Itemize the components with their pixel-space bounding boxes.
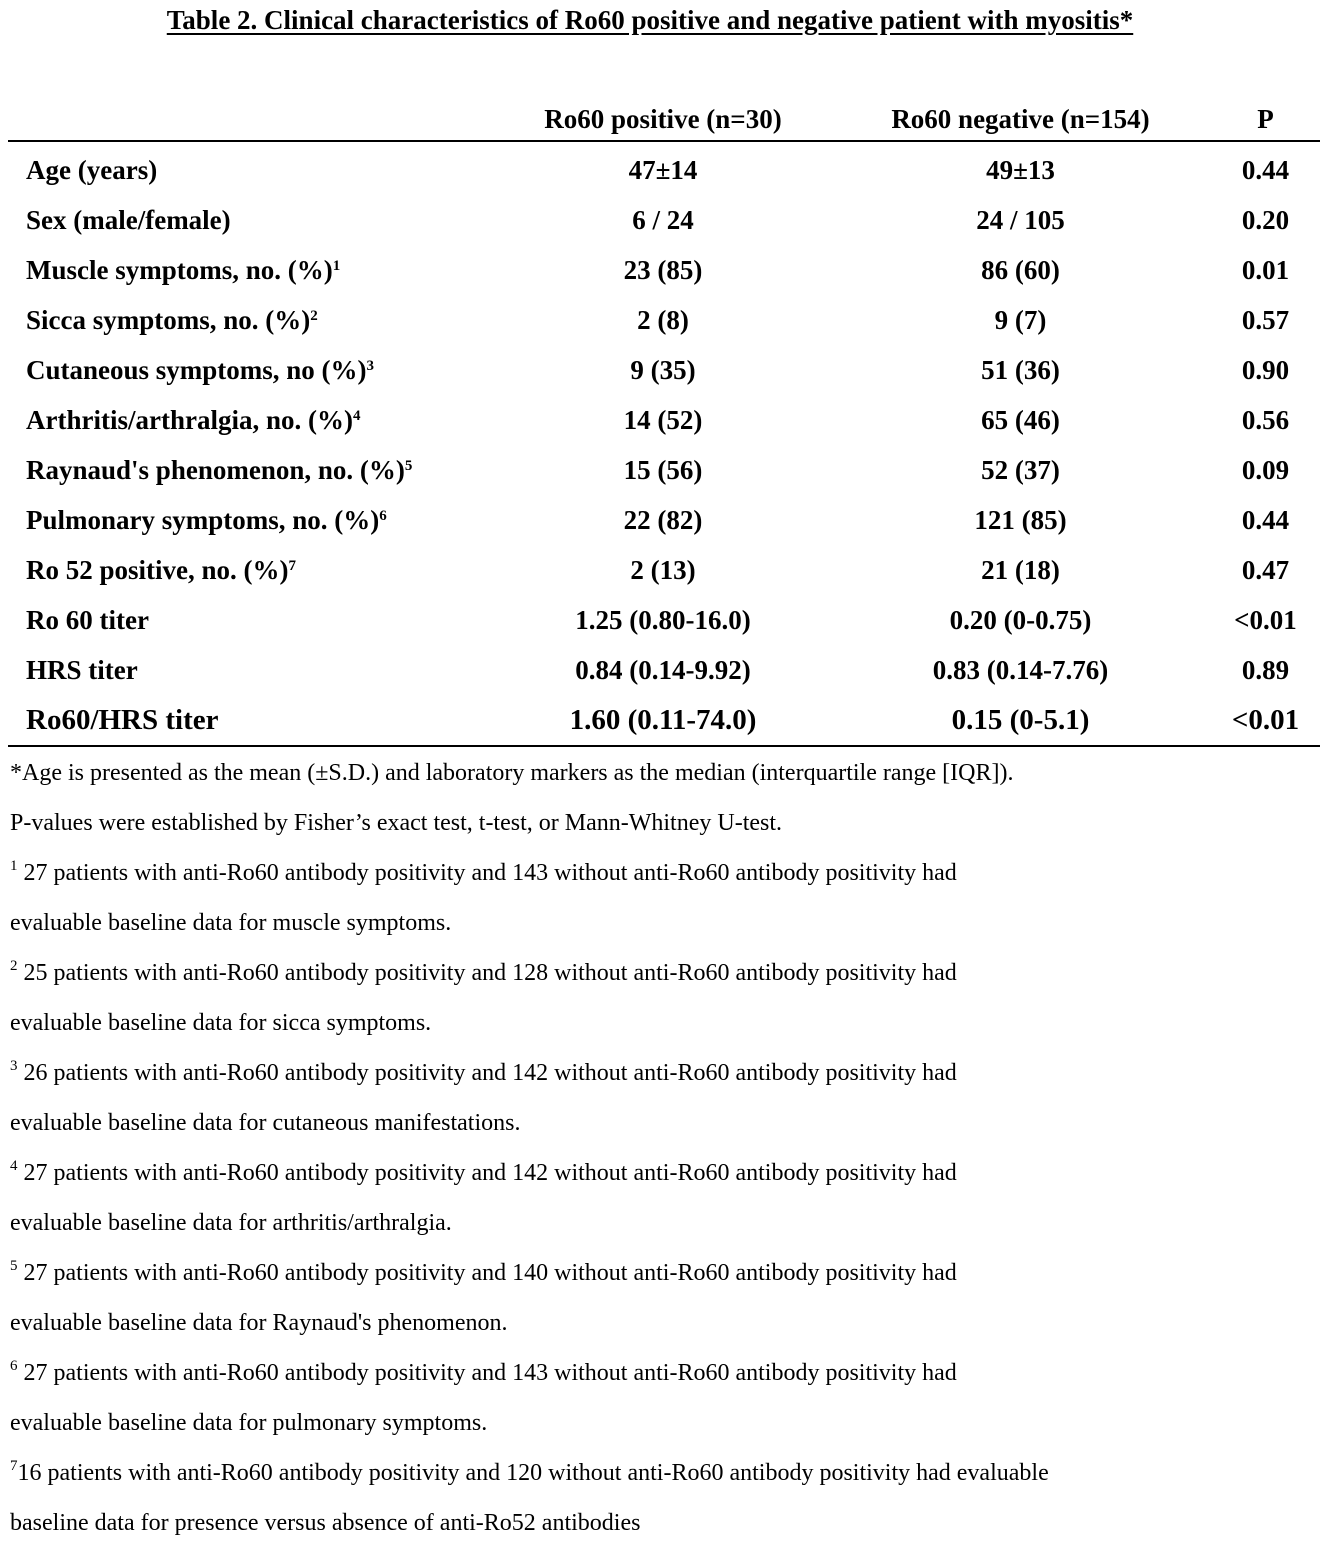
footnote-mark: 1 [332,258,341,274]
cell-positive: 2 (8) [637,305,689,335]
cell-positive: 47±14 [628,155,698,185]
table-row [8,595,1320,645]
table-title-text: Table 2. Clinical characteristics of Ro60 positive and negative patient with myositis* [166,5,1134,35]
footnote-1: $^1$ 27 patients with anti-Ro60 antibody positivity and 143 without anti-Ro60 antibody positivity had [10,858,957,886]
footnote-3: $^3$ 26 patients with anti-Ro60 antibody positivity and 142 without anti-Ro60 antibody positivity had [10,1058,957,1086]
footnote-6: $^6$ 27 patients with anti-Ro60 antibody positivity and 143 without anti-Ro60 antibody positivity had [10,1358,957,1386]
footnote-mark: 2 [310,308,318,324]
cell-negative: 65 (46) [981,405,1060,435]
cell-negative: 21 (18) [981,555,1060,585]
cell-p: 0.90 [1241,355,1290,385]
cell-negative: 0.15 (0-5.1) [951,704,1090,736]
table-row [8,295,1320,345]
cell-positive: 0.84 (0.14-9.92) [575,655,751,685]
cell-negative: 86 (60) [981,255,1060,285]
table-row [8,245,1320,295]
cell-negative: 24 / 105 [976,205,1065,235]
row-label: Sicca symptoms, no. (%)$^2$ [26,305,318,335]
cell-positive: 22 (82) [623,505,703,535]
row-label: Sex (male/female) [26,205,231,235]
cell-positive: 14 (52) [623,405,703,435]
cell-negative: 121 (85) [974,505,1067,535]
cell-p: 0.47 [1241,555,1290,585]
header-p-value: P [1257,104,1274,134]
cell-negative: 9 (7) [994,305,1047,335]
row-label: Ro60/HRS titer [26,704,219,736]
table-row [8,345,1320,395]
cell-positive: 1.25 (0.80-16.0) [575,605,751,635]
footnote-6-cont: evaluable baseline data for pulmonary symptoms. [10,1410,488,1436]
footnote-mark: 4 [352,408,361,424]
table-row [8,645,1320,695]
cell-p: <0.01 [1231,704,1300,736]
footnote-mark: 5 [404,458,413,474]
cell-p: 0.09 [1241,455,1290,485]
table-bottom-rule [8,745,1320,747]
table-header [8,94,1320,144]
row-label: Ro 52 positive, no. (%)$^7$ [26,555,296,585]
star-note-line-1: *Age is presented as the mean (±S.D.) and laboratory markers as the median (interquartile range [IQR]). [10,760,1014,786]
footnote-2: $^2$ 25 patients with anti-Ro60 antibody positivity and 128 without anti-Ro60 antibody positivity had [10,958,957,986]
cell-p: 0.20 [1241,205,1290,235]
cell-positive: 23 (85) [623,255,703,285]
table-row [8,195,1320,245]
row-label: Ro 60 titer [26,605,149,635]
row-label: Cutaneous symptoms, no (%)$^3$ [26,355,375,385]
footnote-4-cont: evaluable baseline data for arthritis/arthralgia. [10,1210,452,1236]
cell-p: 0.44 [1241,155,1290,185]
footnote-1-cont: evaluable baseline data for muscle symptoms. [10,910,452,936]
footnote-7: $^7$16 patients with anti-Ro60 antibody positivity and 120 without anti-Ro60 antibody positivity had evaluable [10,1458,1049,1486]
cell-p: 0.44 [1241,505,1290,535]
cell-positive: 9 (35) [630,355,696,385]
footnote-mark: 3 [366,358,375,374]
row-label: Raynaud's phenomenon, no. (%)$^5$ [26,455,413,485]
table-title [0,2,1300,38]
row-label: Arthritis/arthralgia, no. (%)$^4$ [26,405,361,435]
table-row [8,395,1320,445]
cell-p: 0.89 [1241,655,1290,685]
footnote-7-cont: baseline data for presence versus absence of anti-Ro52 antibodies [10,1510,641,1536]
footnote-3-cont: evaluable baseline data for cutaneous manifestations. [10,1110,521,1136]
row-label: Muscle symptoms, no. (%)$^1$ [26,255,341,285]
row-label: Pulmonary symptoms, no. (%)$^6$ [26,505,387,535]
cell-negative: 51 (36) [981,355,1060,385]
cell-positive: 2 (13) [630,555,696,585]
cell-negative: 52 (37) [981,455,1060,485]
table-row [8,545,1320,595]
footnote-5-cont: evaluable baseline data for Raynaud's phenomenon. [10,1310,508,1336]
cell-negative: 49±13 [986,155,1055,185]
row-label: Age (years) [26,155,158,185]
cell-positive: 15 (56) [623,455,703,485]
cell-positive: 1.60 (0.11-74.0) [569,704,757,736]
table-row [8,495,1320,545]
header-ro60-positive: Ro60 positive (n=30) [544,104,782,134]
cell-positive: 6 / 24 [632,205,694,235]
table-row [8,445,1320,495]
footnote-4: $^4$ 27 patients with anti-Ro60 antibody positivity and 142 without anti-Ro60 antibody positivity had [10,1158,957,1186]
table-top-rule [8,140,1320,142]
star-note-line-2: P-values were established by Fisher’s exact test, t-test, or Mann-Whitney U-test. [10,810,783,836]
table-row [8,145,1320,195]
cell-p: <0.01 [1234,605,1297,635]
cell-negative: 0.83 (0.14-7.76) [932,655,1109,685]
header-ro60-negative: Ro60 negative (n=154) [891,104,1150,134]
table-notes [10,748,1194,1548]
row-label: HRS titer [26,655,138,685]
cell-p: 0.57 [1241,305,1290,335]
cell-p: 0.01 [1241,255,1290,285]
footnote-2-cont: evaluable baseline data for sicca symptoms. [10,1010,432,1036]
cell-p: 0.56 [1241,405,1290,435]
cell-negative: 0.20 (0-0.75) [949,605,1092,635]
footnote-mark: 6 [379,508,387,524]
footnote-5: $^5$ 27 patients with anti-Ro60 antibody positivity and 140 without anti-Ro60 antibody positivity had [10,1258,957,1286]
footnote-mark: 7 [288,558,296,574]
table-row [8,695,1320,745]
